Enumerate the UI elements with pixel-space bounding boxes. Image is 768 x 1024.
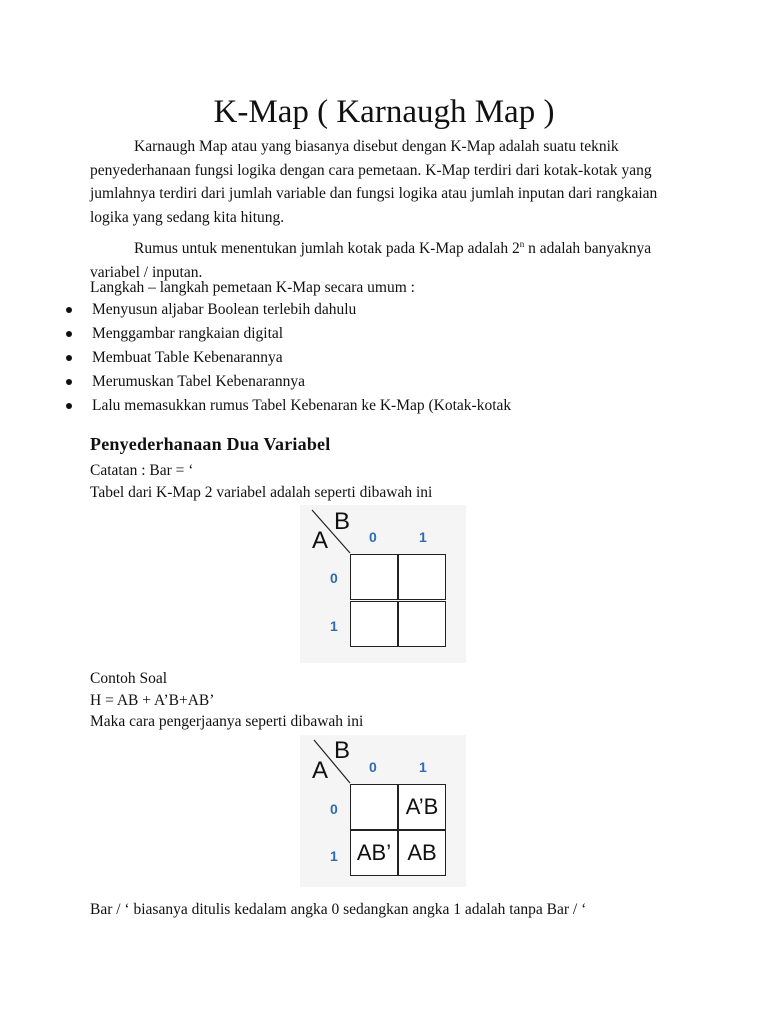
example-label: Contoh Soal [90, 670, 168, 687]
list-item: Lalu memasukkan rumus Tabel Kebenaran ke K-Map (Kotak-kotak [0, 395, 511, 419]
bullet-icon [66, 355, 72, 361]
formula-after: n adalah banyaknya variabel / inputan. [90, 240, 652, 281]
kmap-empty [300, 505, 466, 663]
kmap-cell [350, 601, 398, 647]
kmap-row-header: 0 [330, 570, 338, 586]
note-line: Catatan : Bar = ‘ [90, 462, 194, 479]
kmap-cell: AB [398, 830, 446, 876]
kmap-row-header: 1 [330, 848, 338, 864]
kmap-cell [350, 554, 398, 600]
kmap-cell: AB’ [350, 830, 398, 876]
kmap-col-variable: B [334, 737, 351, 764]
table-caption: Tabel dari K-Map 2 variabel adalah seperti dibawah ini [90, 484, 433, 501]
bullet-icon [66, 307, 72, 313]
kmap-col-header: 0 [369, 529, 377, 545]
kmap-row-header: 0 [330, 801, 338, 817]
list-item: Membuat Table Kebenarannya [0, 347, 511, 371]
kmap-row-variable: A [312, 527, 329, 554]
kmap-col-header: 0 [369, 759, 377, 775]
section-heading: Penyederhanaan Dua Variabel [90, 434, 331, 454]
steps-list [0, 299, 511, 419]
kmap-col-header: 1 [419, 529, 427, 545]
list-item: Menggambar rangkaian digital [0, 323, 511, 347]
intro-text: Karnaugh Map atau yang biasanya disebut dengan K-Map adalah suatu teknik penyederhanaan fungsi logika dengan cara pemetaan. K-Map terdiri dari kotak-kotak yang jumlahnya terdiri dari jumlah variable dan fungsi logika atau jumlah inputan dari rangkaian logika yang sedang kita hitung. [90, 138, 658, 226]
bullet-icon [66, 403, 72, 409]
page-title: K-Map ( Karnaugh Map ) [213, 94, 555, 130]
kmap-cell [398, 601, 446, 647]
kmap-col-header: 1 [419, 759, 427, 775]
kmap-row-header: 1 [330, 618, 338, 634]
kmap-filled [300, 735, 466, 887]
bullet-icon [66, 379, 72, 385]
kmap-col-variable: B [334, 508, 351, 535]
kmap-cell [398, 554, 446, 600]
example-equation: H = AB + A’B+AB’ [90, 692, 215, 709]
bullet-icon [66, 331, 72, 337]
list-item: Merumuskan Tabel Kebenarannya [0, 371, 511, 395]
example-method: Maka cara pengerjaanya seperti dibawah ini [90, 713, 364, 730]
steps-intro: Langkah – langkah pemetaan K-Map secara umum : [90, 279, 415, 296]
kmap-row-variable: A [312, 757, 329, 784]
list-item: Menyusun aljabar Boolean terlebih dahulu [0, 299, 511, 323]
formula-exponent: n [519, 238, 525, 249]
intro-paragraph [90, 135, 690, 229]
kmap-cell [350, 784, 398, 830]
kmap-cell: A’B [398, 784, 446, 830]
footer-note: Bar / ‘ biasanya ditulis kedalam angka 0 sedangkan angka 1 adalah tanpa Bar / ‘ [90, 901, 587, 918]
formula-before: Rumus untuk menentukan jumlah kotak pada K-Map adalah 2 [134, 240, 520, 257]
